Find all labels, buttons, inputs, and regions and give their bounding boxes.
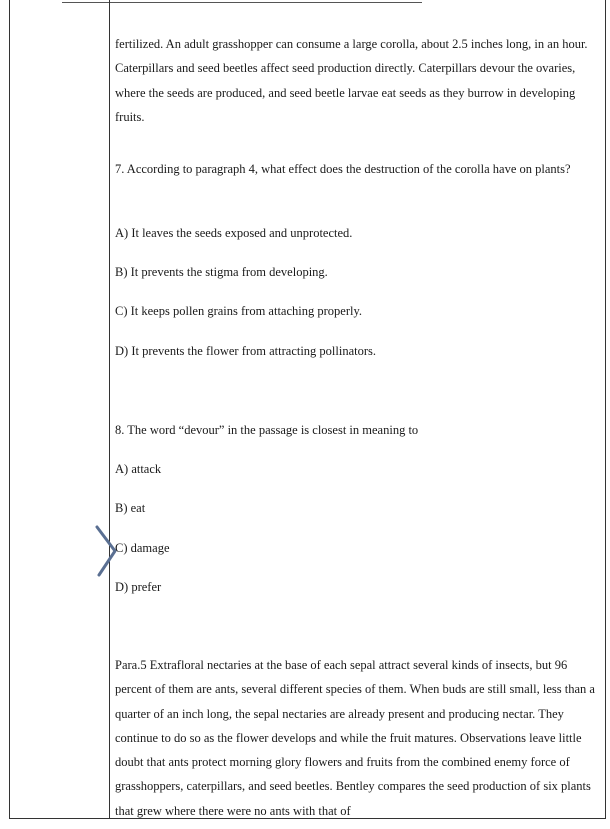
question-8-option-b[interactable]: B) eat <box>115 501 146 515</box>
question-7-stem: 7. According to paragraph 4, what effect does the destruction of the corolla have on plants? <box>115 162 571 176</box>
top-rule <box>62 2 422 3</box>
question-7-option-b[interactable]: B) It prevents the stigma from developing. <box>115 265 328 279</box>
question-8-option-a[interactable]: A) attack <box>115 462 162 476</box>
passage-paragraph-4-end: fertilized. An adult grasshopper can consume a large corolla, about 2.5 inches long, in an hour. Caterpillars and seed beetles affect seed production directly. Caterpillars devour the ovaries, where the seeds are produced, and seed beetle larvae eat seeds as they burrow in developing fruits. <box>115 37 588 124</box>
table-border-middle <box>109 0 110 818</box>
question-8-stem: 8. The word “devour” in the passage is closest in meaning to <box>115 423 419 437</box>
question-8-option-c[interactable]: C) damage <box>115 541 170 555</box>
question-7-option-d[interactable]: D) It prevents the flower from attracting pollinators. <box>115 344 377 358</box>
question-8-option-d[interactable]: D) prefer <box>115 580 162 594</box>
table-border-left <box>9 0 10 818</box>
table-border-right <box>605 0 606 818</box>
question-7-option-c[interactable]: C) It keeps pollen grains from attaching properly. <box>115 304 363 318</box>
passage-paragraph-5: Para.5 Extrafloral nectaries at the base of each sepal attract several kinds of insects, but 96 percent of them are ants, several different species of them. When buds are still small, less than a quarter of an inch long, the sepal nectaries are already present and producing nectar. They continue to do so as the flower develops and while the fruit matures. Observations leave little doubt that ants protect morning glory flowers and fruits from the combined enemy force of grasshoppers, caterpillars, and seed beetles. Bentley compares the seed production of six plants that grew where there were no ants with that of <box>115 658 595 818</box>
question-7-option-a[interactable]: A) It leaves the seeds exposed and unprotected. <box>115 226 353 240</box>
